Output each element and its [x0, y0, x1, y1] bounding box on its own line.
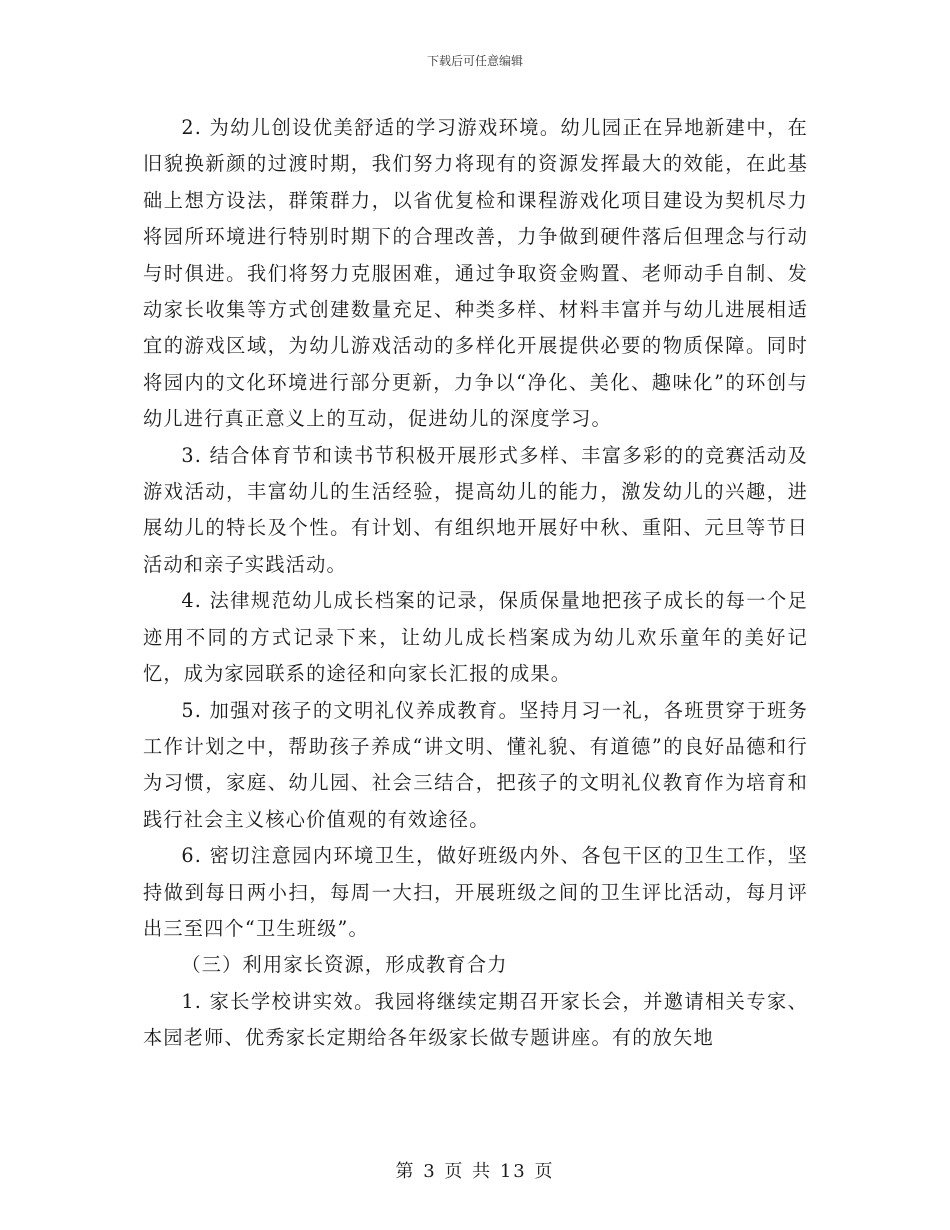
- section-heading-3: （三）利用家长资源，形成教育合力: [181, 953, 508, 977]
- paragraph-item-2: 2. 为幼儿创设优美舒适的学习游戏环境。幼儿园正在异地新建中，在旧貌换新颜的过渡时期，我们努力将现有的资源发挥最大的效能，在此基础上想方设法，群策群力，以省优复检和课程游戏化项目建设为契机尽力将园所环境进行特别时期下的合理改善，力争做到硬件落后但理念与行动与时俱进。我们将努力克服困难，通过争取资金购置、老师动手自制、发动家长收集等方式创建数量充足、种类多样、材料丰富并与幼儿进展相适宜的游戏区域，为幼儿游戏活动的多样化开展提供必要的物质保障。同时将园内的文化环境进行部分更新，力争以“净化、美化、趣味化”的环创与幼儿进行真正意义上的互动，促进幼儿的深度学习。: [143, 116, 808, 431]
- paragraph-item-3: 3. 结合体育节和读书节积极开展形式多样、丰富多彩的的竞赛活动及游戏活动，丰富幼儿的生活经验，提高幼儿的能力，激发幼儿的兴趣，进展幼儿的特长及个性。有计划、有组织地开展好中秋、重阳、元旦等节日活动和亲子实践活动。: [143, 443, 808, 576]
- document-body: [143, 110, 808, 1057]
- page-header: 下载后可任意编辑: [426, 54, 523, 68]
- paragraph-item-6: 6. 密切注意园内环境卫生，做好班级内外、各包干区的卫生工作，坚持做到每日两小扫，每周一大扫，开展班级之间的卫生评比活动，每月评出三至四个“卫生班级”。: [143, 844, 808, 940]
- paragraph-item-1-parents: 1. 家长学校讲实效。我园将继续定期召开家长会，并邀请相关专家、本园老师、优秀家长定期给各年级家长做专题讲座。有的放矢地: [143, 989, 808, 1050]
- paragraph-item-4: 4. 法律规范幼儿成长档案的记录，保质保量地把孩子成长的每一个足迹用不同的方式记录下来，让幼儿成长档案成为幼儿欢乐童年的美好记忆，成为家园联系的途径和向家长汇报的成果。: [143, 589, 808, 686]
- page-number-footer: 第 3 页 共 13 页: [395, 1161, 555, 1182]
- paragraph-item-5: 5. 加强对孩子的文明礼仪养成教育。坚持月习一礼，各班贯穿于班务工作计划之中，帮助孩子养成“讲文明、懂礼貌、有道德”的良好品德和行为习惯，家庭、幼儿园、社会三结合，把孩子的文明礼仪教育作为培育和践行社会主义核心价值观的有效途径。: [143, 698, 808, 831]
